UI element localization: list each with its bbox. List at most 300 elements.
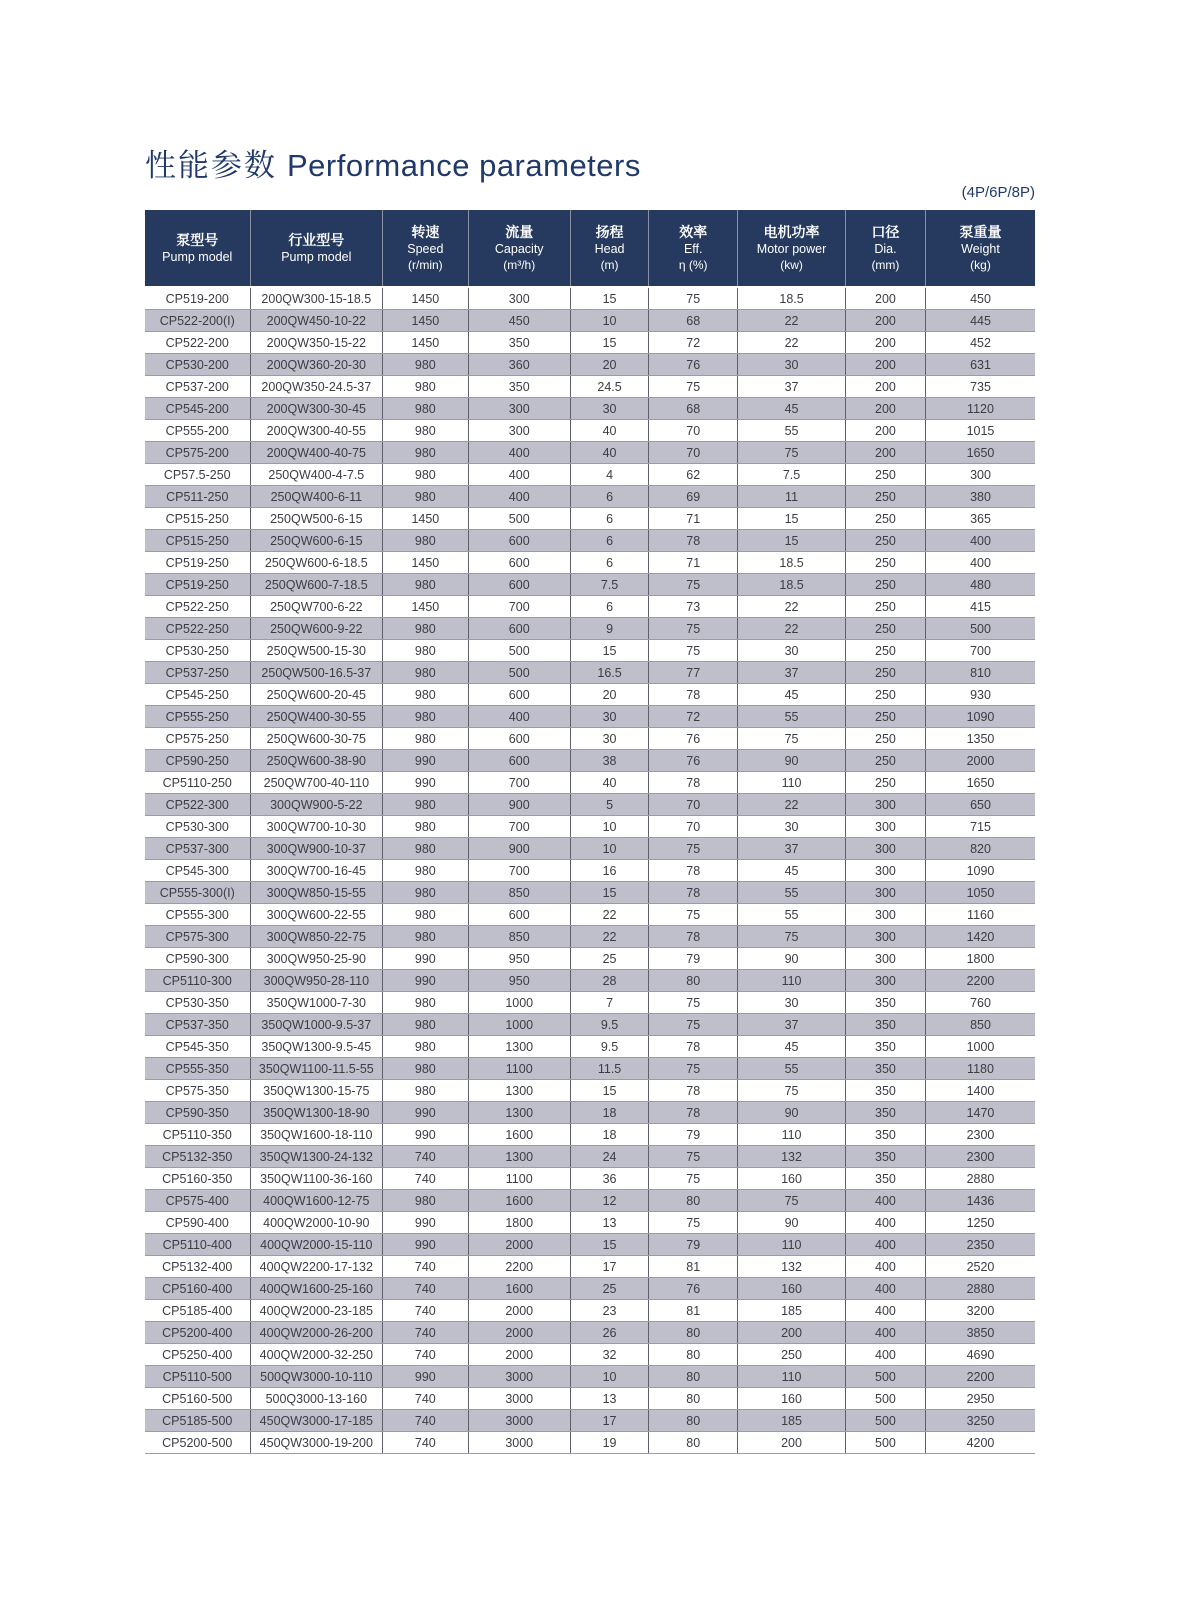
table-cell: 80 [649, 970, 738, 992]
table-cell: 110 [738, 970, 846, 992]
table-cell: 80 [649, 1410, 738, 1432]
table-row [145, 860, 1035, 882]
table-cell: CP522-250 [145, 618, 250, 640]
table-cell: 980 [383, 860, 468, 882]
table-cell: 1350 [925, 728, 1035, 750]
table-cell: 500 [468, 662, 570, 684]
table-cell: 160 [738, 1278, 846, 1300]
table-cell: 250QW600-7-18.5 [250, 574, 383, 596]
table-cell: 400QW2000-26-200 [250, 1322, 383, 1344]
table-cell: CP555-300(I) [145, 882, 250, 904]
table-cell: 740 [383, 1168, 468, 1190]
column-header-capacity-3 [468, 210, 570, 287]
table-cell: 350 [845, 1080, 925, 1102]
table-cell: 250QW600-38-90 [250, 750, 383, 772]
table-cell: 740 [383, 1322, 468, 1344]
table-cell: 400QW2000-32-250 [250, 1344, 383, 1366]
table-cell: 990 [383, 948, 468, 970]
table-cell: 30 [570, 706, 648, 728]
table-row [145, 728, 1035, 750]
table-row [145, 530, 1035, 552]
table-cell: 400 [845, 1234, 925, 1256]
table-cell: 600 [468, 728, 570, 750]
table-cell: 30 [738, 354, 846, 376]
table-cell: 15 [570, 1080, 648, 1102]
table-cell: 2200 [925, 1366, 1035, 1388]
table-cell: 2200 [925, 970, 1035, 992]
table-cell: 250 [845, 684, 925, 706]
table-cell: 200 [845, 287, 925, 310]
table-cell: 1100 [468, 1168, 570, 1190]
table-cell: 22 [738, 596, 846, 618]
table-cell: 80 [649, 1366, 738, 1388]
table-cell: 200 [845, 310, 925, 332]
table-cell: 300 [845, 860, 925, 882]
table-row [145, 376, 1035, 398]
column-header-text: 转速 [411, 224, 440, 240]
table-cell: CP537-200 [145, 376, 250, 398]
table-cell: 3000 [468, 1432, 570, 1454]
table-cell: 300 [845, 838, 925, 860]
table-row [145, 1102, 1035, 1124]
table-cell: CP522-250 [145, 596, 250, 618]
table-cell: 71 [649, 552, 738, 574]
table-cell: 55 [738, 882, 846, 904]
table-cell: 400QW2000-15-110 [250, 1234, 383, 1256]
table-row [145, 1234, 1035, 1256]
table-cell: 350 [468, 376, 570, 398]
table-cell: 2200 [468, 1256, 570, 1278]
table-cell: 75 [649, 904, 738, 926]
table-row [145, 992, 1035, 1014]
table-cell: 200QW360-20-30 [250, 354, 383, 376]
table-cell: 980 [383, 926, 468, 948]
table-row [145, 1080, 1035, 1102]
table-cell: 300 [925, 464, 1035, 486]
table-cell: 9 [570, 618, 648, 640]
table-cell: 980 [383, 1036, 468, 1058]
table-cell: 400QW2200-17-132 [250, 1256, 383, 1278]
table-cell: 78 [649, 926, 738, 948]
table-cell: 78 [649, 1036, 738, 1058]
table-cell: 250QW700-6-22 [250, 596, 383, 618]
table-cell: 980 [383, 376, 468, 398]
table-cell: 350QW1300-9.5-45 [250, 1036, 383, 1058]
table-cell: 500 [845, 1432, 925, 1454]
table-cell: 400 [925, 552, 1035, 574]
table-cell: 1000 [468, 992, 570, 1014]
table-cell: 90 [738, 750, 846, 772]
table-row [145, 640, 1035, 662]
table-cell: 78 [649, 684, 738, 706]
table-cell: CP5110-400 [145, 1234, 250, 1256]
table-cell: CP555-300 [145, 904, 250, 926]
table-cell: 350 [845, 1014, 925, 1036]
table-cell: CP537-350 [145, 1014, 250, 1036]
column-header-dia-7 [845, 210, 925, 287]
table-cell: 79 [649, 948, 738, 970]
table-cell: 3000 [468, 1388, 570, 1410]
table-cell: 200QW400-40-75 [250, 442, 383, 464]
column-header-text: Eff. [683, 242, 703, 256]
table-cell: 300 [845, 970, 925, 992]
table-cell: 350 [845, 1036, 925, 1058]
table-cell: 75 [649, 640, 738, 662]
table-cell: 740 [383, 1146, 468, 1168]
table-cell: 400 [845, 1322, 925, 1344]
column-header-text: 泵型号 [176, 232, 219, 248]
table-cell: 77 [649, 662, 738, 684]
table-cell: 350QW1100-36-160 [250, 1168, 383, 1190]
table-cell: 75 [738, 926, 846, 948]
table-cell: 90 [738, 948, 846, 970]
table-cell: CP575-250 [145, 728, 250, 750]
table-cell: 15 [570, 287, 648, 310]
column-header-text: 效率 [679, 224, 708, 240]
table-cell: 760 [925, 992, 1035, 1014]
table-cell: 200QW300-40-55 [250, 420, 383, 442]
table-cell: 1436 [925, 1190, 1035, 1212]
table-cell: 18 [570, 1124, 648, 1146]
table-cell: 37 [738, 1014, 846, 1036]
table-cell: CP5160-500 [145, 1388, 250, 1410]
column-header-text: (m) [600, 258, 619, 272]
table-cell: 250QW500-16.5-37 [250, 662, 383, 684]
table-cell: 250 [845, 508, 925, 530]
table-cell: 200 [845, 332, 925, 354]
column-header-text: (kw) [780, 258, 803, 272]
table-cell: 200QW350-24.5-37 [250, 376, 383, 398]
table-cell: 631 [925, 354, 1035, 376]
table-cell: 600 [468, 684, 570, 706]
table-cell: 400QW1600-25-160 [250, 1278, 383, 1300]
table-row [145, 1300, 1035, 1322]
table-cell: 22 [570, 904, 648, 926]
table-cell: 740 [383, 1432, 468, 1454]
table-cell: 1090 [925, 860, 1035, 882]
column-header-text: 行业型号 [288, 232, 345, 248]
table-cell: 78 [649, 882, 738, 904]
table-cell: 90 [738, 1212, 846, 1234]
table-row [145, 1168, 1035, 1190]
table-cell: 200 [738, 1432, 846, 1454]
table-row [145, 838, 1035, 860]
table-cell: 110 [738, 1366, 846, 1388]
table-row [145, 442, 1035, 464]
table-cell: 1120 [925, 398, 1035, 420]
table-cell: 70 [649, 442, 738, 464]
table-cell: 415 [925, 596, 1035, 618]
table-cell: 6 [570, 486, 648, 508]
table-cell: 250 [845, 750, 925, 772]
table-cell: 200QW450-10-22 [250, 310, 383, 332]
table-cell: 69 [649, 486, 738, 508]
column-header-text: η (%) [678, 258, 708, 272]
table-cell: CP5250-400 [145, 1344, 250, 1366]
table-cell: 20 [570, 684, 648, 706]
table-cell: 980 [383, 794, 468, 816]
column-header-text: Pump model [162, 250, 233, 264]
table-cell: CP530-350 [145, 992, 250, 1014]
table-cell: 22 [570, 926, 648, 948]
table-cell: 45 [738, 398, 846, 420]
table-cell: CP590-400 [145, 1212, 250, 1234]
table-cell: 10 [570, 310, 648, 332]
table-cell: 15 [738, 508, 846, 530]
table-cell: 445 [925, 310, 1035, 332]
table-row [145, 662, 1035, 684]
table-cell: 1050 [925, 882, 1035, 904]
table-cell: 9.5 [570, 1014, 648, 1036]
table-cell: 19 [570, 1432, 648, 1454]
table-cell: 38 [570, 750, 648, 772]
table-cell: CP545-250 [145, 684, 250, 706]
table-row [145, 1146, 1035, 1168]
table-cell: CP530-250 [145, 640, 250, 662]
table-cell: 110 [738, 1124, 846, 1146]
table-cell: 1000 [468, 1014, 570, 1036]
table-cell: 5 [570, 794, 648, 816]
table-cell: CP530-200 [145, 354, 250, 376]
table-cell: 400 [845, 1300, 925, 1322]
table-row [145, 948, 1035, 970]
table-row [145, 970, 1035, 992]
table-cell: CP555-350 [145, 1058, 250, 1080]
column-header-speed-2 [383, 210, 468, 287]
table-cell: 2350 [925, 1234, 1035, 1256]
table-cell: 80 [649, 1190, 738, 1212]
table-row [145, 486, 1035, 508]
table-cell: 70 [649, 420, 738, 442]
table-cell: 200 [845, 376, 925, 398]
table-cell: CP545-300 [145, 860, 250, 882]
table-cell: 28 [570, 970, 648, 992]
table-cell: 250QW400-6-11 [250, 486, 383, 508]
table-cell: 72 [649, 706, 738, 728]
table-cell: 2300 [925, 1124, 1035, 1146]
table-cell: 980 [383, 992, 468, 1014]
table-cell: CP5185-500 [145, 1410, 250, 1432]
table-cell: 300 [468, 287, 570, 310]
table-cell: 300 [845, 904, 925, 926]
table-cell: 45 [738, 860, 846, 882]
table-cell: 1100 [468, 1058, 570, 1080]
table-cell: 400QW1600-12-75 [250, 1190, 383, 1212]
table-cell: 350 [845, 992, 925, 1014]
table-cell: 17 [570, 1256, 648, 1278]
table-cell: 200QW300-30-45 [250, 398, 383, 420]
table-cell: 17 [570, 1410, 648, 1432]
table-cell: 75 [738, 728, 846, 750]
table-cell: 110 [738, 772, 846, 794]
table-cell: 350 [845, 1146, 925, 1168]
table-cell: CP511-250 [145, 486, 250, 508]
table-cell: 250 [845, 728, 925, 750]
table-cell: 450 [925, 287, 1035, 310]
column-header-pump-model-1 [250, 210, 383, 287]
table-cell: CP537-300 [145, 838, 250, 860]
table-cell: 75 [649, 1168, 738, 1190]
table-cell: 11 [738, 486, 846, 508]
table-cell: 76 [649, 728, 738, 750]
table-cell: 250 [845, 772, 925, 794]
table-cell: 980 [383, 618, 468, 640]
table-cell: 450 [468, 310, 570, 332]
table-cell: 1180 [925, 1058, 1035, 1080]
table-cell: 980 [383, 706, 468, 728]
table-cell: 45 [738, 684, 846, 706]
table-cell: 400 [845, 1190, 925, 1212]
table-cell: 1600 [468, 1124, 570, 1146]
table-cell: 990 [383, 1366, 468, 1388]
table-row [145, 552, 1035, 574]
table-cell: 250 [845, 662, 925, 684]
table-cell: CP5160-400 [145, 1278, 250, 1300]
table-row [145, 1014, 1035, 1036]
table-cell: 55 [738, 706, 846, 728]
table-cell: 70 [649, 794, 738, 816]
table-cell: 2000 [468, 1344, 570, 1366]
table-cell: 650 [925, 794, 1035, 816]
table-cell: 78 [649, 1080, 738, 1102]
table-cell: 90 [738, 1102, 846, 1124]
table-cell: 78 [649, 772, 738, 794]
table-row [145, 332, 1035, 354]
table-body [145, 287, 1035, 1454]
table-cell: CP575-350 [145, 1080, 250, 1102]
table-cell: 980 [383, 662, 468, 684]
table-cell: CP5110-350 [145, 1124, 250, 1146]
table-cell: 2000 [468, 1300, 570, 1322]
table-cell: 1450 [383, 287, 468, 310]
table-cell: 79 [649, 1124, 738, 1146]
table-cell: 75 [649, 1014, 738, 1036]
table-row [145, 354, 1035, 376]
table-cell: 2950 [925, 1388, 1035, 1410]
table-cell: 16 [570, 860, 648, 882]
table-cell: 980 [383, 1014, 468, 1036]
table-cell: 75 [649, 574, 738, 596]
table-row [145, 1366, 1035, 1388]
table-cell: 2300 [925, 1146, 1035, 1168]
table-cell: 200 [738, 1322, 846, 1344]
table-row [145, 1036, 1035, 1058]
table-row [145, 287, 1035, 310]
table-row [145, 882, 1035, 904]
table-cell: 400 [845, 1256, 925, 1278]
table-cell: 16.5 [570, 662, 648, 684]
table-cell: 11.5 [570, 1058, 648, 1080]
table-cell: 452 [925, 332, 1035, 354]
table-cell: 365 [925, 508, 1035, 530]
table-cell: 990 [383, 1234, 468, 1256]
table-cell: 400 [845, 1212, 925, 1234]
page-title-en: Performance parameters [287, 148, 641, 183]
table-cell: 1250 [925, 1212, 1035, 1234]
table-cell: 76 [649, 354, 738, 376]
table-row [145, 1256, 1035, 1278]
table-cell: 185 [738, 1410, 846, 1432]
table-cell: 400 [468, 464, 570, 486]
table-cell: CP555-200 [145, 420, 250, 442]
table-cell: 1470 [925, 1102, 1035, 1124]
table-cell: 500 [925, 618, 1035, 640]
table-cell: CP5132-400 [145, 1256, 250, 1278]
table-cell: 1450 [383, 508, 468, 530]
table-cell: 400 [845, 1344, 925, 1366]
table-cell: 79 [649, 1234, 738, 1256]
table-cell: 850 [925, 1014, 1035, 1036]
table-cell: 850 [468, 926, 570, 948]
table-cell: 400 [845, 1278, 925, 1300]
table-cell: 2000 [925, 750, 1035, 772]
table-cell: 990 [383, 1212, 468, 1234]
table-cell: 350 [845, 1124, 925, 1146]
table-cell: CP555-250 [145, 706, 250, 728]
table-cell: CP5160-350 [145, 1168, 250, 1190]
table-cell: 1800 [468, 1212, 570, 1234]
table-cell: 7 [570, 992, 648, 1014]
table-cell: 55 [738, 1058, 846, 1080]
table-cell: 75 [738, 442, 846, 464]
table-row [145, 1190, 1035, 1212]
table-cell: 160 [738, 1388, 846, 1410]
column-header-text: 流量 [505, 224, 534, 240]
table-cell: 3850 [925, 1322, 1035, 1344]
table-cell: 1600 [468, 1278, 570, 1300]
table-cell: 22 [738, 618, 846, 640]
column-header-text: Pump model [281, 250, 352, 264]
table-cell: 980 [383, 838, 468, 860]
table-cell: 450QW3000-19-200 [250, 1432, 383, 1454]
table-cell: 980 [383, 486, 468, 508]
table-cell: 3000 [468, 1366, 570, 1388]
table-cell: 250 [845, 618, 925, 640]
table-cell: 26 [570, 1322, 648, 1344]
table-cell: 37 [738, 662, 846, 684]
table-cell: 6 [570, 508, 648, 530]
table-cell: 200 [845, 354, 925, 376]
table-cell: CP5200-500 [145, 1432, 250, 1454]
table-cell: 6 [570, 552, 648, 574]
table-cell: 250 [845, 574, 925, 596]
table-cell: CP5185-400 [145, 1300, 250, 1322]
table-cell: CP545-200 [145, 398, 250, 420]
table-cell: 40 [570, 442, 648, 464]
table-cell: 75 [649, 838, 738, 860]
table-cell: 78 [649, 860, 738, 882]
table-row [145, 1212, 1035, 1234]
table-cell: 132 [738, 1146, 846, 1168]
table-cell: 6 [570, 596, 648, 618]
column-header-pump-model-0 [145, 210, 250, 287]
table-cell: CP537-250 [145, 662, 250, 684]
table-cell: 80 [649, 1432, 738, 1454]
table-row [145, 1388, 1035, 1410]
table-cell: 81 [649, 1300, 738, 1322]
table-cell: CP519-250 [145, 552, 250, 574]
table-cell: 700 [468, 772, 570, 794]
table-cell: 480 [925, 574, 1035, 596]
table-cell: 980 [383, 530, 468, 552]
table-header [145, 210, 1035, 287]
column-header-text: (r/min) [408, 258, 443, 272]
table-cell: 1300 [468, 1102, 570, 1124]
column-header-head-4 [570, 210, 648, 287]
table-cell: 13 [570, 1388, 648, 1410]
table-cell: 55 [738, 420, 846, 442]
table-cell: 200QW350-15-22 [250, 332, 383, 354]
